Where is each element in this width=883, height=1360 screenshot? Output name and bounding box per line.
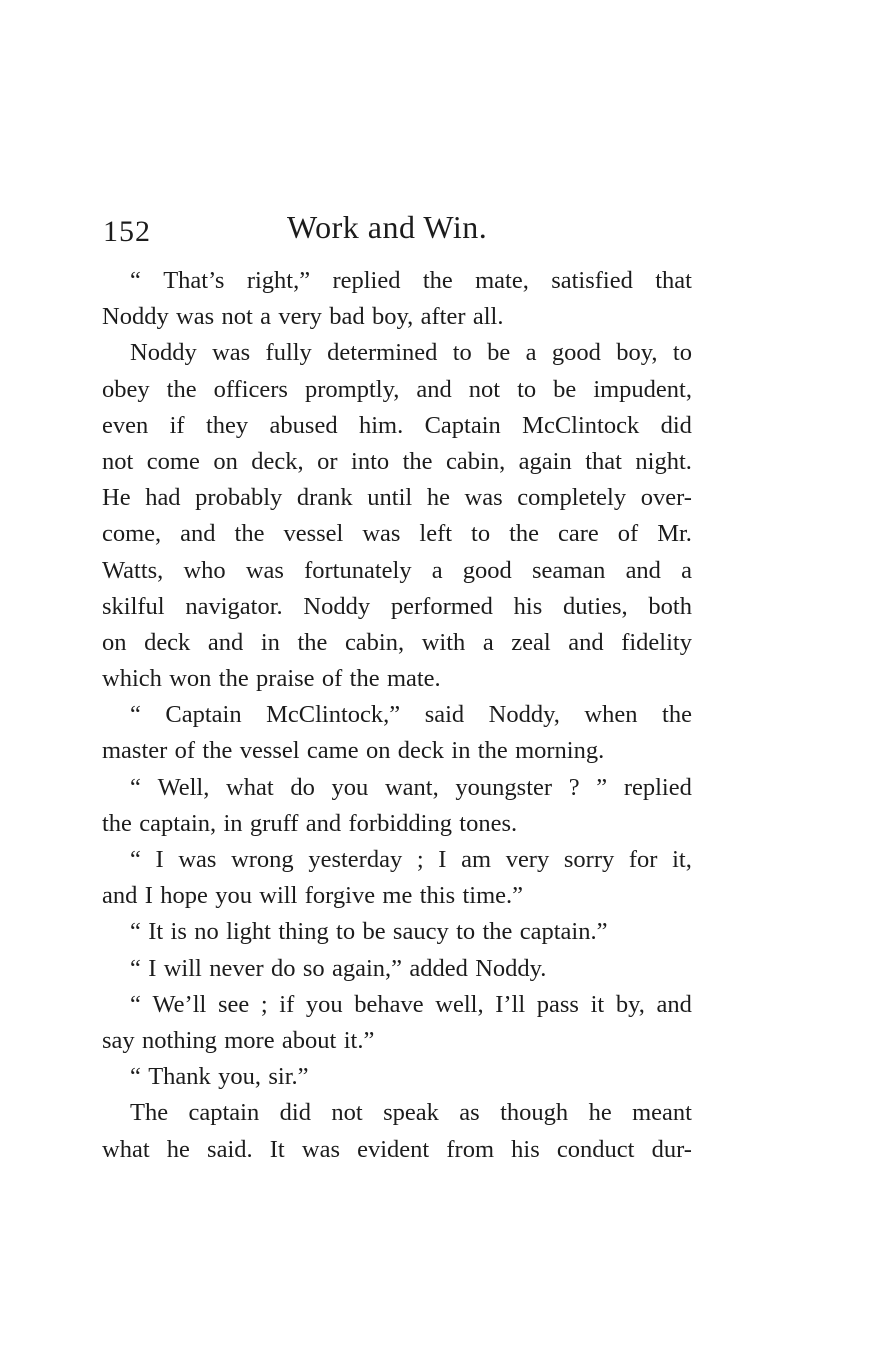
text-line: “ Thank you, sir.” — [130, 1063, 309, 1091]
text-line: the captain, in gruff and forbidding tones. — [102, 809, 518, 837]
text-line: “ I will never do so again,” added Noddy. — [130, 954, 547, 982]
text-line: master of the vessel came on deck in the morning. — [102, 737, 605, 765]
text-line: The captain did not speak as though he meant — [130, 1099, 692, 1127]
body-text — [102, 263, 692, 1168]
running-head — [103, 209, 703, 253]
text-line: say nothing more about it.” — [102, 1026, 375, 1054]
text-line: “ It is no light thing to be saucy to the captain.” — [130, 918, 608, 946]
text-line: which won the praise of the mate. — [102, 665, 441, 693]
text-line: Noddy was not a very bad boy, after all. — [102, 303, 504, 331]
book-title: Work and Win. — [287, 209, 488, 245]
text-line: obey the officers promptly, and not to be impudent, — [102, 375, 692, 403]
text-line: “ Well, what do you want, youngster ? ” replied — [130, 773, 692, 801]
text-line: “ That’s right,” replied the mate, satisfied that — [130, 267, 692, 294]
text-line: even if they abused him. Captain McClintock did — [102, 411, 692, 439]
text-line: He had probably drank until he was completely over- — [102, 484, 692, 512]
text-line: what he said. It was evident from his conduct dur- — [102, 1135, 692, 1163]
text-line: and I hope you will forgive me this time.” — [102, 882, 523, 910]
text-line: come, and the vessel was left to the care of Mr. — [102, 520, 692, 548]
page-number: 152 — [103, 215, 151, 248]
text-line: Watts, who was fortunately a good seaman and a — [102, 556, 692, 584]
text-line: “ We’ll see ; if you behave well, I’ll pass it by, and — [130, 990, 692, 1018]
text-line: skilful navigator. Noddy performed his duties, both — [102, 592, 692, 620]
text-line: on deck and in the cabin, with a zeal and fidelity — [102, 628, 692, 656]
text-line: “ I was wrong yesterday ; I am very sorry for it, — [130, 846, 692, 873]
text-line: “ Captain McClintock,” said Noddy, when the — [130, 701, 692, 729]
text-line: Noddy was fully determined to be a good boy, to — [130, 339, 692, 367]
text-line: not come on deck, or into the cabin, again that night. — [102, 447, 692, 475]
